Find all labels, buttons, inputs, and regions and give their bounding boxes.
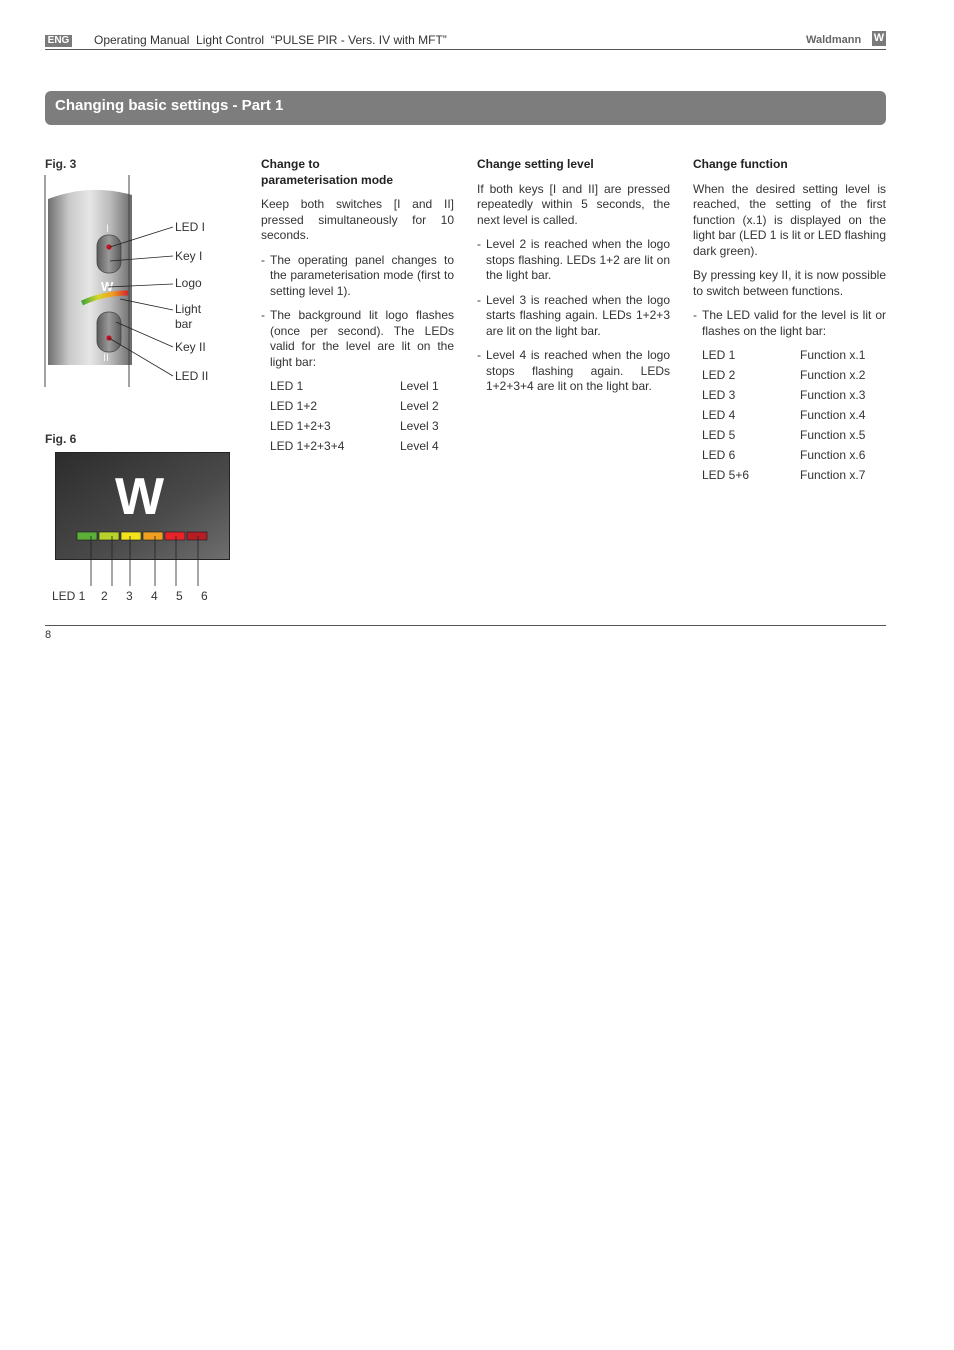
section-banner (45, 91, 886, 125)
table-cell-led: LED 1 (702, 348, 736, 362)
key-ii-mark: II (103, 352, 110, 364)
table-cell-function: Function x.2 (800, 368, 866, 382)
header-divider (45, 49, 886, 50)
col1-heading-line2: parameterisation mode (261, 172, 394, 187)
table-cell-led: LED 1+2 (270, 399, 318, 413)
column-change-function (693, 157, 886, 488)
fig6-led-segment-1 (77, 532, 97, 540)
col1-heading-line1: Change to (261, 157, 320, 171)
table-cell-level: Level 1 (400, 379, 439, 393)
col2-bullet-2: - Level 3 is reached when the logo starts flashing again. LEDs 1+2+3 are lit on the light bar. (477, 293, 670, 340)
fig6-logo-letter: W (115, 468, 165, 526)
callout-light-bar (175, 302, 201, 332)
fig6-label: Fig. 6 (45, 432, 77, 446)
col3-bullet-list (693, 308, 886, 339)
table-row (702, 428, 865, 448)
col3-function-table (702, 348, 865, 488)
table-row (702, 368, 865, 388)
table-row (702, 388, 865, 408)
fig6-led-label-4: 4 (151, 589, 158, 603)
key-i-mark: I (106, 223, 110, 235)
table-cell-led: LED 6 (702, 448, 736, 462)
col3-heading: Change function (693, 157, 788, 171)
fig6-led-segment-3 (121, 532, 141, 540)
language-tag: ENG (45, 35, 72, 47)
table-cell-led: LED 2 (702, 368, 736, 382)
col3-para2: By pressing key II, it is now possible to switch between functions. (693, 268, 886, 298)
table-cell-level: Level 3 (400, 419, 439, 433)
fig6-led-label-3: 3 (126, 589, 133, 603)
table-cell-led: LED 1+2+3+4 (270, 439, 345, 453)
table-cell-level: Level 2 (400, 399, 439, 413)
col2-heading: Change setting level (477, 157, 594, 171)
table-cell-led: LED 1+2+3 (270, 419, 331, 433)
table-cell-function: Function x.4 (800, 408, 866, 422)
callout-key-i: Key I (175, 249, 203, 263)
col2-bullet-list (477, 237, 670, 395)
table-row (270, 439, 439, 459)
fig6-led-segment-6 (187, 532, 207, 540)
table-row (702, 448, 865, 468)
column-change-setting-level (477, 157, 670, 404)
table-row (702, 408, 865, 428)
page-number: 8 (45, 629, 52, 641)
table-row (270, 379, 439, 399)
table-cell-function: Function x.6 (800, 448, 866, 462)
fig6-led-label-6: 6 (201, 589, 208, 603)
fig6-led-segment-5 (165, 532, 185, 540)
col1-heading (261, 157, 454, 188)
col1-bullet-1: - The operating panel changes to the parameterisation mode (first to setting level 1). (261, 253, 454, 300)
fig6-led-label-2: 2 (101, 589, 108, 603)
fig6-led-segment-2 (99, 532, 119, 540)
fig6-led-segment-4 (143, 532, 163, 540)
panel-logo-letter: W (101, 279, 114, 294)
callout-key-ii: Key II (175, 340, 206, 354)
col2-bullet-3: - Level 4 is reached when the logo stops flashing again. LEDs 1+2+3+4 are lit on the light bar. (477, 348, 670, 395)
col1-bullet-2: - The background lit logo flashes (once per second). The LEDs valid for the level are lit on the light bar: (261, 308, 454, 370)
table-row (702, 348, 865, 368)
fig6-led-label-5: 5 (176, 589, 183, 603)
table-cell-function: Function x.5 (800, 428, 866, 442)
fig6-light-bar-panel (55, 452, 230, 592)
document-title: Operating Manual Light Control “PULSE PIR - Vers. IV with MFT” (94, 33, 447, 47)
callout-led-ii: LED II (175, 369, 209, 383)
table-cell-led: LED 3 (702, 388, 736, 402)
table-cell-level: Level 4 (400, 439, 439, 453)
table-cell-function: Function x.7 (800, 468, 866, 482)
callout-light-bar-line2: bar (175, 317, 193, 331)
brand-logo: W (873, 32, 885, 44)
section-title: Changing basic settings - Part 1 (55, 97, 284, 114)
fig3-operating-panel (40, 175, 180, 390)
callout-logo: Logo (175, 276, 202, 290)
table-cell-function: Function x.1 (800, 348, 866, 362)
table-row (270, 419, 439, 439)
col3-bullet-1: - The LED valid for the level is lit or flashes on the light bar: (693, 308, 886, 339)
callout-light-bar-line1: Light (175, 302, 202, 316)
col1-level-table (270, 379, 439, 459)
fig6-led-label-1: LED 1 (52, 589, 86, 603)
table-row (702, 468, 865, 488)
table-row (270, 399, 439, 419)
callout-led-i: LED I (175, 220, 206, 234)
col2-intro: If both keys [I and II] are pressed repeatedly within 5 seconds, the next level is called. (477, 181, 670, 227)
fig3-label: Fig. 3 (45, 157, 77, 171)
table-cell-led: LED 4 (702, 408, 736, 422)
column-parameterisation-mode (261, 157, 454, 459)
table-cell-led: LED 1 (270, 379, 304, 393)
col2-bullet-1: - Level 2 is reached when the logo stops flashing. LEDs 1+2 are lit on the light bar. (477, 237, 670, 284)
col1-intro: Keep both switches [I and II] pressed simultaneously for 10 seconds. (261, 197, 454, 242)
table-cell-led: LED 5+6 (702, 468, 750, 482)
footer-divider (45, 625, 886, 626)
col3-intro: When the desired setting level is reached, the setting of the first function (x.1) is displayed on the light bar (LED 1 is lit or LED flashing dark green). (693, 181, 886, 258)
brand-name: Waldmann (806, 34, 862, 46)
table-cell-function: Function x.3 (800, 388, 866, 402)
table-cell-led: LED 5 (702, 428, 736, 442)
col1-bullet-list (261, 253, 454, 371)
